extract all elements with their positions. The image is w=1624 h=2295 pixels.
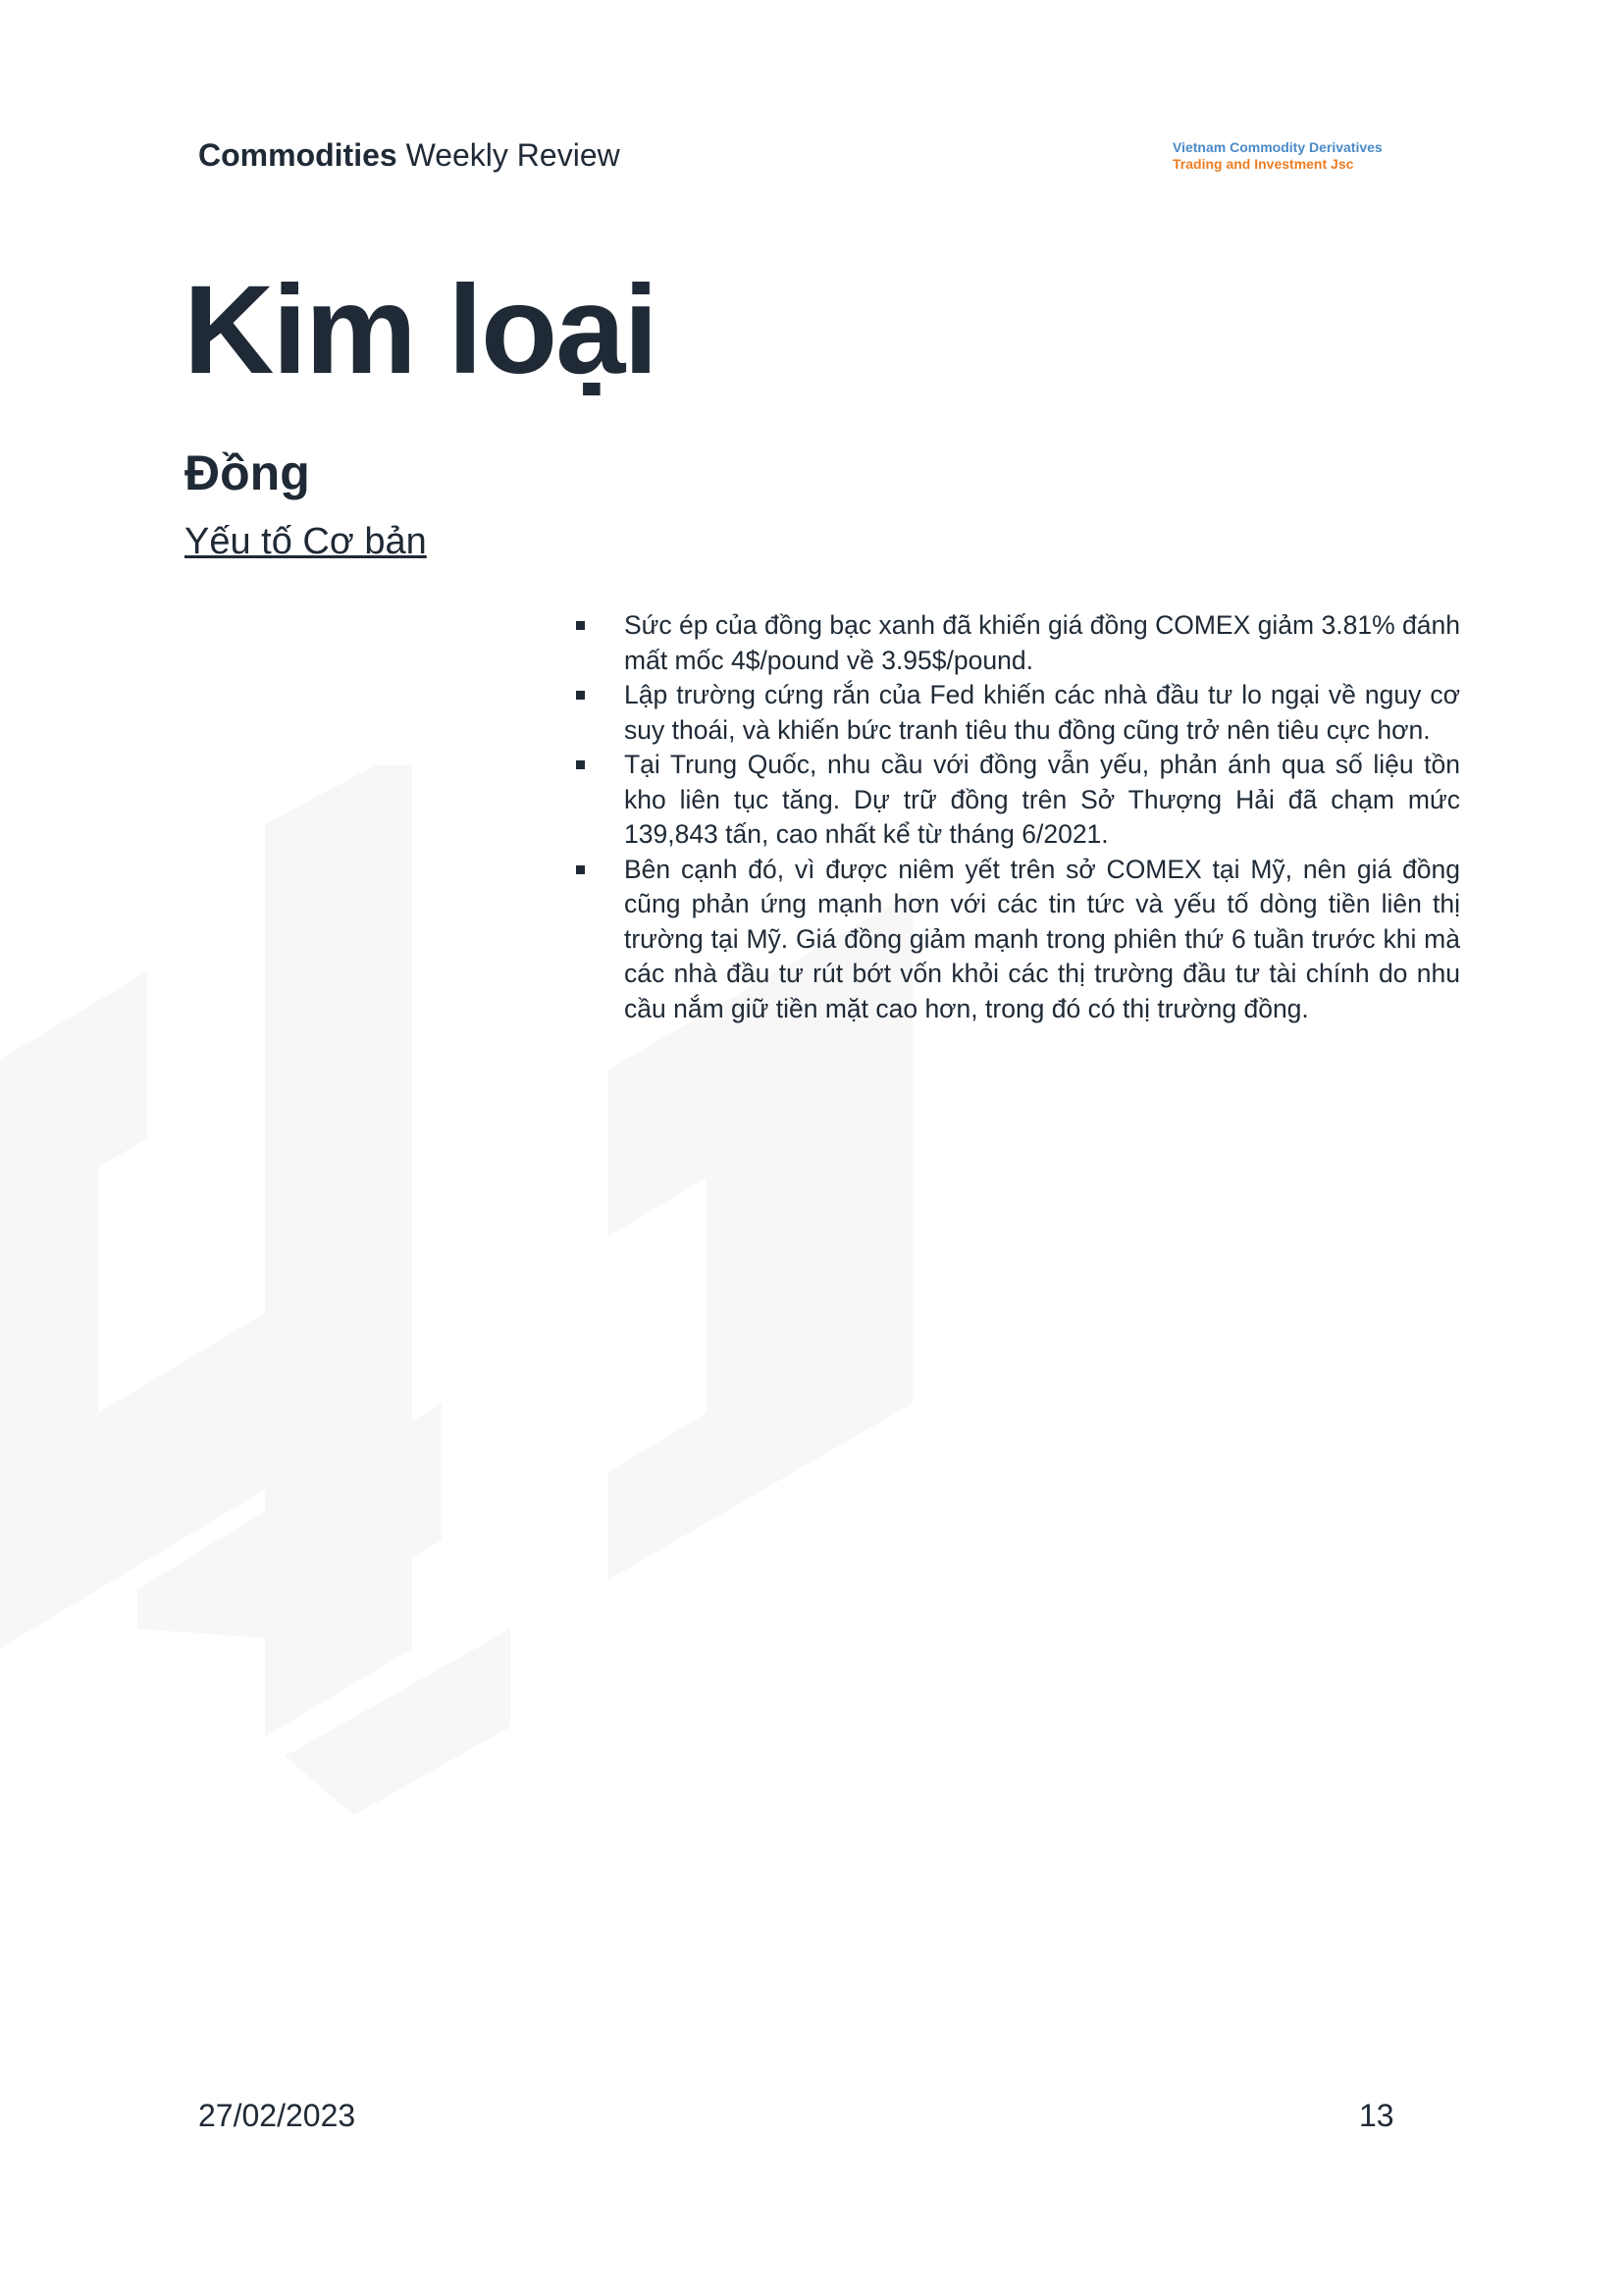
report-title-bold: Commodities	[198, 137, 397, 173]
report-title-rest: Weekly Review	[396, 137, 620, 173]
footer-date: 27/02/2023	[198, 2098, 356, 2133]
page-title: Kim loại	[183, 260, 656, 400]
report-title	[198, 137, 620, 174]
section-title: Đồng	[184, 445, 310, 500]
subsection-title: Yếu tố Cơ bản	[184, 521, 427, 562]
company-logo	[1173, 139, 1383, 173]
bullet-item: Tại Trung Quốc, nhu cầu với đồng vẫn yếu, phản ánh qua số liệu tồn kho liên tục tăng. Dự trữ đồng trên Sở Thượng Hải đã chạm mức 139,843 tấn, cao nhất kể từ tháng 6/2021.	[571, 748, 1460, 853]
bullet-item: Lập trường cứng rắn của Fed khiến các nhà đầu tư lo ngại về nguy cơ suy thoái, và khiến bức tranh tiêu thu đồng cũng trở nên tiêu cực hơn.	[571, 678, 1460, 748]
logo-line-2: Trading and Investment Jsc	[1173, 156, 1354, 172]
logo-line-1: Vietnam Commodity Derivatives	[1173, 139, 1383, 155]
bullet-item: Sức ép của đồng bạc xanh đã khiến giá đồng COMEX giảm 3.81% đánh mất mốc 4$/pound về 3.95$/pound.	[571, 608, 1460, 678]
page-number: 13	[1359, 2098, 1394, 2133]
bullet-list	[571, 608, 1460, 1026]
bullet-item: Bên cạnh đó, vì được niêm yết trên sở COMEX tại Mỹ, nên giá đồng cũng phản ứng mạnh hơn với các tin tức và yếu tố dòng tiền liên thị trường tại Mỹ. Giá đồng giảm mạnh trong phiên thứ 6 tuần trước khi mà các nhà đầu tư rút bớt vốn khỏi các thị trường đầu tư tài chính do nhu cầu nắm giữ tiền mặt cao hơn, trong đó có thị trường đồng.	[571, 853, 1460, 1027]
